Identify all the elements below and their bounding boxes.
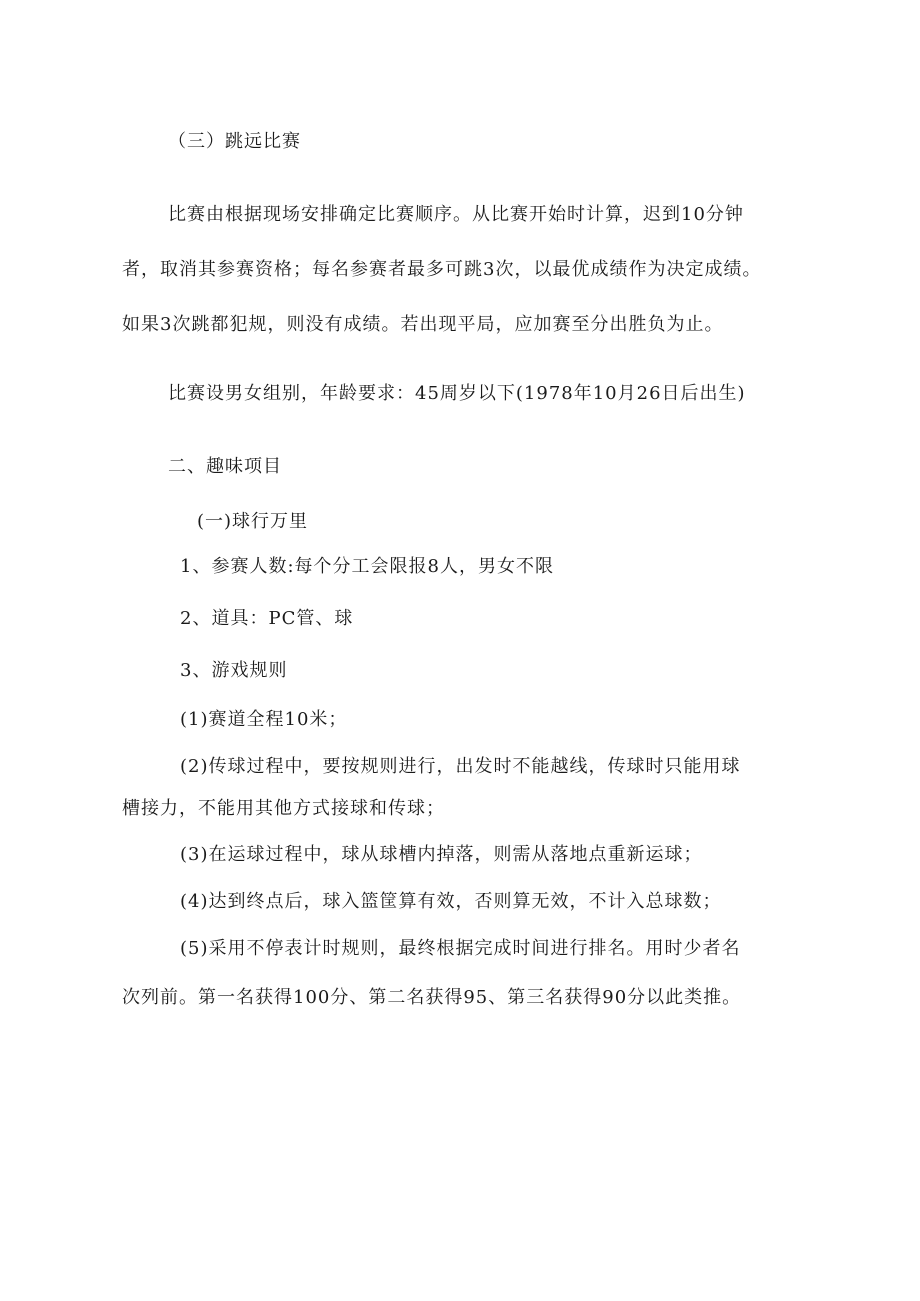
section-heading-long-jump: （三）跳远比赛 [168, 131, 301, 152]
rule-item: (2)传球过程中，要按规则进行，出发时不能越线，传球时只能用球 [180, 756, 741, 777]
subsection-heading: (一)球行万里 [197, 511, 309, 532]
list-item: 2、道具：PC管、球 [180, 608, 354, 629]
list-item: 3、游戏规则 [180, 660, 288, 681]
paragraph-line: 比赛设男女组别，年龄要求：45周岁以下(1978年10月26日后出生) [168, 383, 746, 404]
rule-item: (1)赛道全程10米； [180, 709, 348, 730]
paragraph-line: 如果3次跳都犯规，则没有成绩。若出现平局，应加赛至分出胜负为止。 [122, 314, 724, 335]
paragraph-line: 者，取消其参赛资格；每名参赛者最多可跳3次，以最优成绩作为决定成绩。 [122, 259, 762, 280]
rule-item-continuation: 次列前。第一名获得100分、第二名获得95、第三名获得90分以此类推。 [122, 987, 742, 1008]
rule-item: (5)采用不停表计时规则，最终根据完成时间进行排名。用时少者名 [180, 938, 741, 959]
section-heading-fun-events: 二、趣味项目 [168, 456, 282, 477]
paragraph-line: 比赛由根据现场安排确定比赛顺序。从比赛开始时计算，迟到10分钟 [168, 204, 744, 225]
list-item: 1、参赛人数:每个分工会限报8人，男女不限 [180, 556, 554, 577]
rule-item: (4)达到终点后，球入篮筐算有效，否则算无效，不计入总球数； [180, 891, 722, 912]
rule-item-continuation: 槽接力，不能用其他方式接球和传球； [122, 798, 445, 819]
rule-item: (3)在运球过程中，球从球槽内掉落，则需从落地点重新运球； [180, 844, 703, 865]
